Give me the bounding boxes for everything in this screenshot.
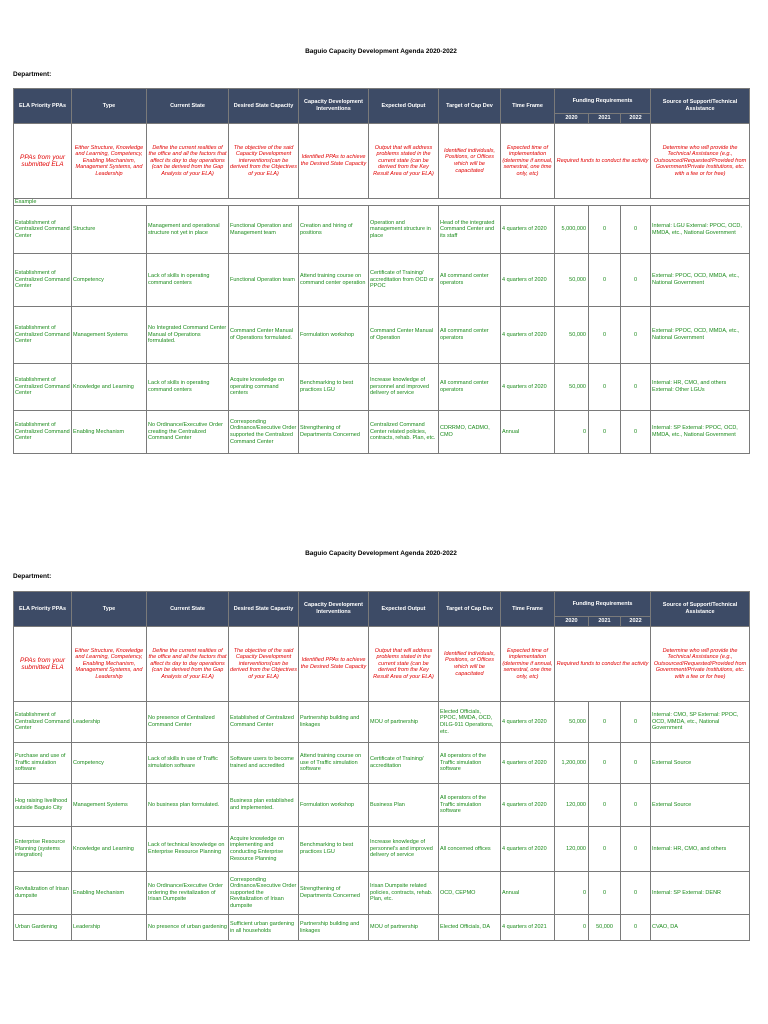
guide-interventions: Identified PPAs to achieve the Desired State Capacity: [299, 124, 369, 199]
current-state-cell: Lack of skills in operating command centers: [147, 254, 229, 307]
funding-2020-cell: 50,000: [555, 307, 589, 364]
example-row: [14, 199, 750, 206]
ppas-cell: Urban Gardening: [14, 915, 72, 941]
desired-state-cell: Acquire knowledge on operating command centers: [229, 364, 299, 411]
desired-state-cell: Corresponding Ordinance/Executive Order supported the Centralized Command Center: [229, 411, 299, 454]
header-interventions: Capacity Development Interventions: [299, 592, 369, 627]
guide-time-frame: Expected time of implementation (determine if annual, semestral, one time only, etc): [501, 627, 555, 702]
ppas-cell: Establishment of Centralized Command Center: [14, 411, 72, 454]
guide-source: Determine who will provide the Technical Assistance (e.g., Outsourced/Requested/Provided from Government/Private Institutions, etc. with a fee or for free): [651, 124, 750, 199]
expected-output-cell: Increase knowledge of personnel and improved delivery of service: [369, 364, 439, 411]
table-row: [14, 206, 750, 254]
header-interventions: Capacity Development Interventions: [299, 89, 369, 124]
ppas-cell: Establishment of Centralized Command Center: [14, 364, 72, 411]
header-funding: Funding Requirements: [555, 89, 651, 114]
ppas-cell: Revitalization of Irisan dumpsite: [14, 872, 72, 915]
ppas-cell: Establishment of Centralized Command Center: [14, 254, 72, 307]
ppas-cell: Establishment of Centralized Command Center: [14, 206, 72, 254]
department-label: Department:: [13, 71, 52, 78]
intervention-cell: Benchmarking to best practices LGU: [299, 827, 369, 872]
current-state-cell: No business plan formulated.: [147, 784, 229, 827]
header-desired-state: Desired State Capacity: [229, 89, 299, 124]
time-frame-cell: 4 quarters of 2021: [501, 915, 555, 941]
desired-state-cell: Functional Operation team: [229, 254, 299, 307]
desired-state-cell: Established of Centralized Command Center: [229, 702, 299, 743]
time-frame-cell: 4 quarters of 2020: [501, 364, 555, 411]
table2-data-body: [14, 702, 750, 941]
desired-state-cell: Business plan established and implemented.: [229, 784, 299, 827]
example-label: Example: [14, 199, 750, 206]
intervention-cell: Partnership building and linkages: [299, 702, 369, 743]
type-cell: Leadership: [72, 915, 147, 941]
expected-output-cell: Operation and management structure in place: [369, 206, 439, 254]
guide-type: Either Structure, Knowledge and Learning, Competency, Enabling Mechanism, Management Systems, and Leadership: [72, 627, 147, 702]
expected-output-cell: Irisan Dumpsite related policies, contracts, rehab. Plan, etc.: [369, 872, 439, 915]
guide-row: [14, 627, 750, 702]
current-state-cell: No presence of urban gardening: [147, 915, 229, 941]
time-frame-cell: 4 quarters of 2020: [501, 254, 555, 307]
current-state-cell: Lack of skills in use of Traffic simulation software: [147, 743, 229, 784]
current-state-cell: Lack of technical knowledge on Enterprise Resource Planning: [147, 827, 229, 872]
target-cell: All operators of the Traffic simulation software: [439, 784, 501, 827]
time-frame-cell: 4 quarters of 2020: [501, 784, 555, 827]
guide-target: Identified individuals, Positions, or Offices which will be capacitated: [439, 124, 501, 199]
desired-state-cell: Software users to become trained and accredited: [229, 743, 299, 784]
funding-2021-cell: 0: [589, 411, 621, 454]
target-cell: Elected Officials, PPOC, MMDA, OCD, DILG-911 Operations, etc.: [439, 702, 501, 743]
funding-2022-cell: 0: [621, 743, 651, 784]
guide-type: Either Structure, Knowledge and Learning, Competency, Enabling Mechanism, Management Systems, and Leadership: [72, 124, 147, 199]
header-desired-state: Desired State Capacity: [229, 592, 299, 627]
source-cell: Internal: LGU External: PPOC, OCD, MMDA, etc., National Government: [651, 206, 750, 254]
guide-expected-output: Output that will address problems stated in the current state (can be derived from the Key Result Area of your ELA): [369, 627, 439, 702]
time-frame-cell: Annual: [501, 872, 555, 915]
guide-interventions: Identified PPAs to achieve the Desired State Capacity: [299, 627, 369, 702]
funding-2020-cell: 120,000: [555, 827, 589, 872]
table-row: [14, 743, 750, 784]
header-year-2021: 2021: [589, 617, 621, 627]
expected-output-cell: MOU of partnership: [369, 702, 439, 743]
funding-2022-cell: 0: [621, 254, 651, 307]
table-row: [14, 307, 750, 364]
header-source: Source of Support/Technical Assistance: [651, 89, 750, 124]
current-state-cell: No Integrated Command Center Manual of Operations formulated.: [147, 307, 229, 364]
desired-state-cell: Functional Operation and Management team: [229, 206, 299, 254]
ppas-cell: Establishment of Centralized Command Center: [14, 702, 72, 743]
guide-funding: Required funds to conduct the activity: [555, 627, 651, 702]
ppas-cell: Establishment of Centralized Command Center: [14, 307, 72, 364]
target-cell: All command center operators: [439, 364, 501, 411]
funding-2021-cell: 50,000: [589, 915, 621, 941]
intervention-cell: Formulation workshop: [299, 784, 369, 827]
type-cell: Management Systems: [72, 307, 147, 364]
expected-output-cell: Business Plan: [369, 784, 439, 827]
funding-2022-cell: 0: [621, 827, 651, 872]
type-cell: Enabling Mechanism: [72, 872, 147, 915]
expected-output-cell: Certificate of Training/ accreditation from OCD or PPOC: [369, 254, 439, 307]
target-cell: CDRRMO, CADMO, CMO: [439, 411, 501, 454]
expected-output-cell: Centralized Command Center related policies, contracts, rehab. Plan, etc.: [369, 411, 439, 454]
current-state-cell: No Ordinance/Executive Order creating the Centralized Command Center: [147, 411, 229, 454]
current-state-cell: Management and operational structure not yet in place: [147, 206, 229, 254]
intervention-cell: Strengthening of Departments Concerned: [299, 872, 369, 915]
header-expected-output: Expected Output: [369, 89, 439, 124]
funding-2020-cell: 0: [555, 872, 589, 915]
header-target: Target of Cap Dev: [439, 89, 501, 124]
department-label: Department:: [13, 573, 52, 580]
guide-target: Identified individuals, Positions, or Offices which will be capacitated: [439, 627, 501, 702]
guide-time-frame: Expected time of implementation (determine if annual, semestral, one time only, etc): [501, 124, 555, 199]
funding-2021-cell: 0: [589, 827, 621, 872]
funding-2020-cell: 5,000,000: [555, 206, 589, 254]
table-row: [14, 827, 750, 872]
funding-2020-cell: 50,000: [555, 364, 589, 411]
desired-state-cell: Acquire knowledge on implementing and conducting Enterprise Resource Planning: [229, 827, 299, 872]
source-cell: External: PPOC, OCD, MMDA, etc., National Government: [651, 254, 750, 307]
desired-state-cell: Corresponding Ordinance/Executive Order supported the Revitalization of Irisan dumpsite: [229, 872, 299, 915]
intervention-cell: Creation and hiring of positions: [299, 206, 369, 254]
source-cell: Internal: CMO, SP External: PPOC, OCD, MMDA, etc., National Government: [651, 702, 750, 743]
table-row: [14, 364, 750, 411]
source-cell: External Source: [651, 743, 750, 784]
time-frame-cell: 4 quarters of 2020: [501, 307, 555, 364]
time-frame-cell: 4 quarters of 2020: [501, 827, 555, 872]
type-cell: Structure: [72, 206, 147, 254]
funding-2020-cell: 120,000: [555, 784, 589, 827]
funding-2021-cell: 0: [589, 307, 621, 364]
type-cell: Knowledge and Learning: [72, 827, 147, 872]
funding-2022-cell: 0: [621, 702, 651, 743]
source-cell: Internal: HR, CMO, and others: [651, 827, 750, 872]
guide-desired-state: The objective of the said Capacity Development interventions(can be derived from the Objectives of your ELA): [229, 124, 299, 199]
ppas-cell: Purchase and use of Traffic simulation software: [14, 743, 72, 784]
ppas-cell: Hog raising livelihood outside Baguio City: [14, 784, 72, 827]
capacity-agenda-table: [13, 88, 750, 454]
intervention-cell: Strengthening of Departments Concerned: [299, 411, 369, 454]
header-year-2022: 2022: [621, 114, 651, 124]
time-frame-cell: 4 quarters of 2020: [501, 702, 555, 743]
capacity-agenda-table: [13, 591, 750, 941]
header-source: Source of Support/Technical Assistance: [651, 592, 750, 627]
type-cell: Competency: [72, 743, 147, 784]
funding-2020-cell: 50,000: [555, 254, 589, 307]
source-cell: External: PPOC, OCD, MMDA, etc., National Government: [651, 307, 750, 364]
current-state-cell: No Ordinance/Executive Order ordering the revitalization of Irisan Dumpsite: [147, 872, 229, 915]
guide-row: [14, 124, 750, 199]
type-cell: Management Systems: [72, 784, 147, 827]
target-cell: OCD, CEPMO: [439, 872, 501, 915]
document-title: Baguio Capacity Development Agenda 2020-2022: [305, 550, 457, 557]
header-expected-output: Expected Output: [369, 592, 439, 627]
funding-2021-cell: 0: [589, 702, 621, 743]
table-row: [14, 411, 750, 454]
funding-2022-cell: 0: [621, 307, 651, 364]
guide-source: Determine who will provide the Technical Assistance (e.g., Outsourced/Requested/Provided from Government/Private Institutions, etc. with a fee or for free): [651, 627, 750, 702]
type-cell: Competency: [72, 254, 147, 307]
header-target: Target of Cap Dev: [439, 592, 501, 627]
ppas-cell: Enterprise Resource Planning (systems integration): [14, 827, 72, 872]
table-row: [14, 784, 750, 827]
funding-2022-cell: 0: [621, 364, 651, 411]
header-ppas: ELA Priority PPAs: [14, 89, 72, 124]
expected-output-cell: Certificate of Training/ accreditation: [369, 743, 439, 784]
target-cell: All concerned offices: [439, 827, 501, 872]
intervention-cell: Attend training course on use of Traffic simulation software: [299, 743, 369, 784]
guide-desired-state: The objective of the said Capacity Development interventions(can be derived from the Objectives of your ELA): [229, 627, 299, 702]
header-current-state: Current State: [147, 592, 229, 627]
target-cell: Elected Officials, DA: [439, 915, 501, 941]
source-cell: Internal: SP External: PPOC, OCD, MMDA, etc., National Government: [651, 411, 750, 454]
header-year-2022: 2022: [621, 617, 651, 627]
funding-2020-cell: 50,000: [555, 702, 589, 743]
intervention-cell: Benchmarking to best practices LGU: [299, 364, 369, 411]
intervention-cell: Attend training course on command center operation: [299, 254, 369, 307]
document-title: Baguio Capacity Development Agenda 2020-2022: [305, 48, 457, 55]
target-cell: Head of the integrated Command Center and its staff: [439, 206, 501, 254]
header-year-2021: 2021: [589, 114, 621, 124]
funding-2020-cell: 1,200,000: [555, 743, 589, 784]
target-cell: All command center operators: [439, 254, 501, 307]
guide-ppas: PPAs from your submitted ELA: [14, 627, 72, 702]
header-year-2020: 2020: [555, 617, 589, 627]
source-cell: External Source: [651, 784, 750, 827]
source-cell: CVAO, DA: [651, 915, 750, 941]
table-row: [14, 915, 750, 941]
guide-current-state: Define the current realities of the office and all the factors that affect its day to day operations (can be derived from the Gap Analysis of your ELA): [147, 124, 229, 199]
funding-2020-cell: 0: [555, 411, 589, 454]
funding-2022-cell: 0: [621, 872, 651, 915]
type-cell: Knowledge and Learning: [72, 364, 147, 411]
type-cell: Enabling Mechanism: [72, 411, 147, 454]
intervention-cell: Formulation workshop: [299, 307, 369, 364]
target-cell: All operators of the Traffic simulation software: [439, 743, 501, 784]
funding-2022-cell: 0: [621, 784, 651, 827]
desired-state-cell: Command Center Manual of Operations formulated.: [229, 307, 299, 364]
source-cell: Internal: SP External: DENR: [651, 872, 750, 915]
desired-state-cell: Sufficient urban gardening in all households: [229, 915, 299, 941]
source-cell: Internal: HR, CMO, and others External: Other LGUs: [651, 364, 750, 411]
header-type: Type: [72, 592, 147, 627]
funding-2021-cell: 0: [589, 254, 621, 307]
header-year-2020: 2020: [555, 114, 589, 124]
funding-2022-cell: 0: [621, 206, 651, 254]
header-ppas: ELA Priority PPAs: [14, 592, 72, 627]
table-row: [14, 872, 750, 915]
header-funding: Funding Requirements: [555, 592, 651, 617]
expected-output-cell: MOU of partnership: [369, 915, 439, 941]
guide-funding: Required funds to conduct the activity: [555, 124, 651, 199]
funding-2021-cell: 0: [589, 872, 621, 915]
funding-2021-cell: 0: [589, 364, 621, 411]
table1-data-body: [14, 206, 750, 454]
current-state-cell: Lack of skills in operating command centers: [147, 364, 229, 411]
current-state-cell: No presence of Centralized Command Center: [147, 702, 229, 743]
time-frame-cell: Annual: [501, 411, 555, 454]
header-time-frame: Time Frame: [501, 592, 555, 627]
funding-2020-cell: 0: [555, 915, 589, 941]
guide-expected-output: Output that will address problems stated in the current state (can be derived from the Key Result Area of your ELA): [369, 124, 439, 199]
expected-output-cell: Command Center Manual of Operation: [369, 307, 439, 364]
header-type: Type: [72, 89, 147, 124]
funding-2022-cell: 0: [621, 411, 651, 454]
funding-2021-cell: 0: [589, 784, 621, 827]
expected-output-cell: Increase knowledge of personnel's and improved delivery of service: [369, 827, 439, 872]
intervention-cell: Partnership building and linkages: [299, 915, 369, 941]
guide-current-state: Define the current realities of the office and all the factors that affect its day to day operations (can be derived from the Gap Analysis of your ELA): [147, 627, 229, 702]
type-cell: Leadership: [72, 702, 147, 743]
guide-ppas: PPAs from your submitted ELA: [14, 124, 72, 199]
header-time-frame: Time Frame: [501, 89, 555, 124]
time-frame-cell: 4 quarters of 2020: [501, 743, 555, 784]
header-current-state: Current State: [147, 89, 229, 124]
table-row: [14, 702, 750, 743]
time-frame-cell: 4 quarters of 2020: [501, 206, 555, 254]
target-cell: All command center operators: [439, 307, 501, 364]
funding-2022-cell: 0: [621, 915, 651, 941]
table-row: [14, 254, 750, 307]
funding-2021-cell: 0: [589, 206, 621, 254]
funding-2021-cell: 0: [589, 743, 621, 784]
